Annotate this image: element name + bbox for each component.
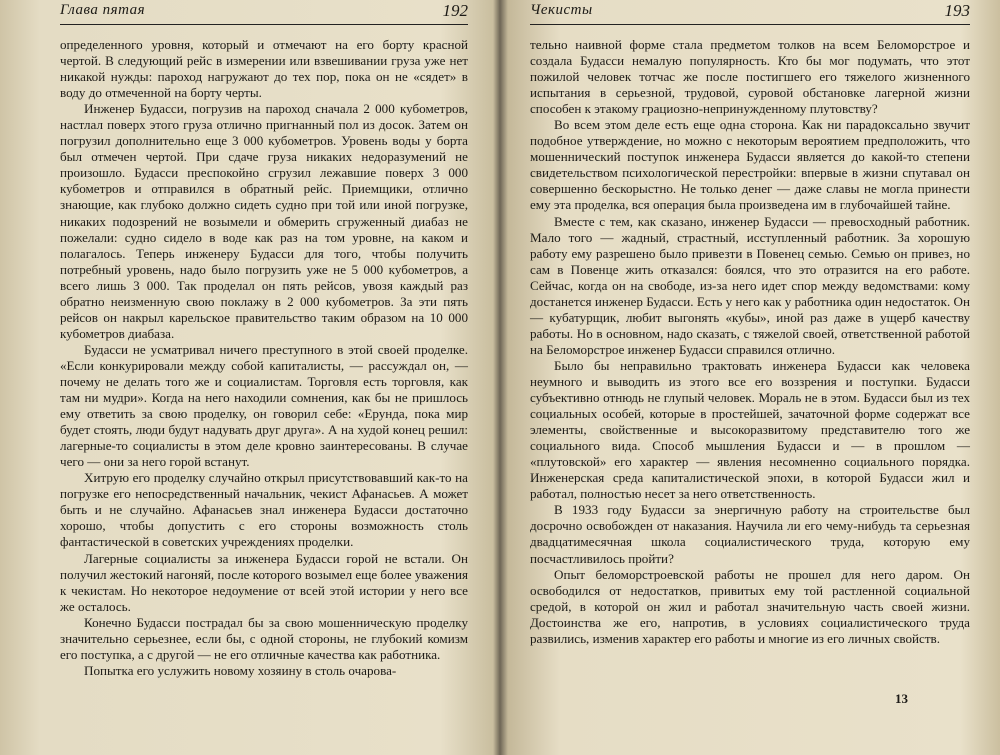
signature-folio-mark: 13 xyxy=(895,691,908,706)
paragraph: Лагерные социалисты за инженера Будасси горой не встали. Он получил жестокий нагоняй, после которого возымел еще более уважения к чекистам. Но некоторое недоумение от всей этой истории у него все же осталось. xyxy=(60,550,468,614)
paragraph: Вместе с тем, как сказано, инженер Будасси — превосходный работник. Мало того — жадный, страстный, исступленный работник. За хорошую работу ему разрешено было привезти в Повенец семью. Семью он привез, но сам в Повенце жить отказался: боялся, что это отразится на его работе. Сейчас, когда он на свободе, из-за него идет спор между ведомствами: кому достанется инженер Будасси. Есть у него как у работника один недостаток. Он — кубатурщик, любит выгонять «кубы», иной раз даже в ущерб качеству работы. Но в основном, надо сказать, с тяжелой своей, ответственной работой на Беломорстрое инженер Будасси справился отлично. xyxy=(530,213,970,357)
paragraph: Было бы неправильно трактовать инженера Будасси как человека неумного и выводить из этого все его воззрения и поступки. Будасси субъективно отнюдь не глупый человек. Мораль не в этом. Будасси был из тех социальных особей, которые в простейшей, зачаточной форме содержат все элементы, свойственные и высокоразвитому представителю того же социального вида. Способ мышления Будасси и — в прошлом — «плутовской» его характер — явления несомненно социального порядка. Инженерская среда капиталистической эпохи, в которой Будасси жил и работал, полностью несет за него ответственность. xyxy=(530,357,970,502)
left-page-body xyxy=(60,37,468,679)
right-page-body xyxy=(530,37,970,647)
paragraph: Во всем этом деле есть еще одна сторона. Как ни парадоксально звучит подобное утверждение, но можно с некоторым вероятием предположить, что мошеннический поступок инженера Будасси является до какой-то степени свидетельством психологической перестройки: впервые в жизни спутавал он совершенно бескорыстно. Не только денег — даже славы не могла принести ему эта проделка, вся операция была произведена им в глубочайшей тайне. xyxy=(530,117,970,213)
paragraph: Опыт беломорстроевской работы не прошел для него даром. Он освободился от недостатков, привитых ему той растленной социальной средой, в которой он жил и работал значительную часть своей жизни. Достоинства же его, напротив, в условиях социалистического труда развились, изменив характер его работы и многие из его личных свойств. xyxy=(530,566,970,646)
paragraph: Попытка его услужить новому хозяину в столь очарова- xyxy=(84,662,397,678)
paragraph: Хитрую его проделку случайно открыл присутствовавший как-то на погрузке его непосредственный начальник, чекист Афанасьев. А может быть и не случайно. Афанасьев знал инженера Будасси достаточно хорошо, чтобы допустить с его стороны возможность столь фантастической в советских учреждениях проделки. xyxy=(60,470,468,550)
paragraph: Конечно Будасси пострадал бы за свою мошенническую проделку значительно серьезнее, если бы, с одной стороны, не глубокий комизм его поступка, а с другой — не его отличные качества как работника. xyxy=(60,614,468,662)
paragraph: В 1933 году Будасси за энергичную работу на строительстве был досрочно освобожден от наказания. Научила ли его чему-нибудь та серьезная двадцатимесячная школа социалистического труда, которую ему посчастливилось пройти? xyxy=(530,502,970,566)
paragraph: тельно наивной форме стала предметом толков на всем Беломорстрое и создала Будасси немалую популярность. Кто бы мог подумать, что этот пожилой человек тотчас же после постигшего его тяжелого жизненного испытания в серьезной, трудовой, суровой обстановке лагерной жизни способен к этакому грациозно-непринужденному плутовству? xyxy=(530,37,970,117)
paragraph: Будасси не усматривал ничего преступного в этой своей проделке. «Если конкурировали между собой капиталисты, — рассуждал он, — почему не делать того же и социалистам. Торговля есть торговля, как там ни мудри». Когда на него находили сомнения, как бы не пришлось ему ответить за свою проделку, он говорил себе: «Ерунда, пока мир будет стоять, люди будут надувать друг друга». А на худой конец решил: лагерные-то социалисты в этом деле кровно заинтересованы. В случае чего — они за него горой встанут. xyxy=(60,341,468,470)
left-running-head xyxy=(60,2,468,25)
paragraph: определенного уровня, который и отмечают на его борту красной чертой. В следующий рейс в измерении или взвешивании груза уже нет никакой нужды: пароход нагружают до тех пор, пока он не «сядет» в воду до отмеченной на борту черты. xyxy=(60,37,468,101)
right-running-head xyxy=(530,2,970,25)
left-page-number: 192 xyxy=(442,1,468,20)
right-page-number: 193 xyxy=(944,1,970,20)
left-page xyxy=(0,0,498,755)
right-page xyxy=(502,0,1000,755)
paragraph: Инженер Будасси, погрузив на пароход сначала 2 000 кубометров, настлал поверх этого груза отлично пригнанный пол из досок. Затем он погрузил дополнительно еще 3 000 кубометров. Уровень воды у борта был отмечен чертой. При сдаче груза никаких недоразумений не произошло. Будасси преспокойно сгрузил лежавшие поверх 3 000 кубометров и отправился в обратный рейс. Приемщики, отлично знающие, как глубоко должно сидеть судно при той или иной погрузке, никаких подозрений не возымели и обмерить сгруженный диабаз не пожелали: судно сидело в воде как раз на том уровне, на каком и полагалось. Теперь инженеру Будасси для того, чтобы получить потребный уровень, надо было погрузить уже не 5 000 кубометров, а всего лишь 3 000. Так проделал он пять рейсов, увозя каждый раз обратно неизменную свою поклажу в 2 000 кубометров. За эти пять рейсов он накрыл карельское правительство таким образом на 10 000 кубометров диабаза. xyxy=(60,101,468,341)
chapter-title: Глава пятая xyxy=(60,2,146,18)
section-title: Чекисты xyxy=(530,2,593,18)
